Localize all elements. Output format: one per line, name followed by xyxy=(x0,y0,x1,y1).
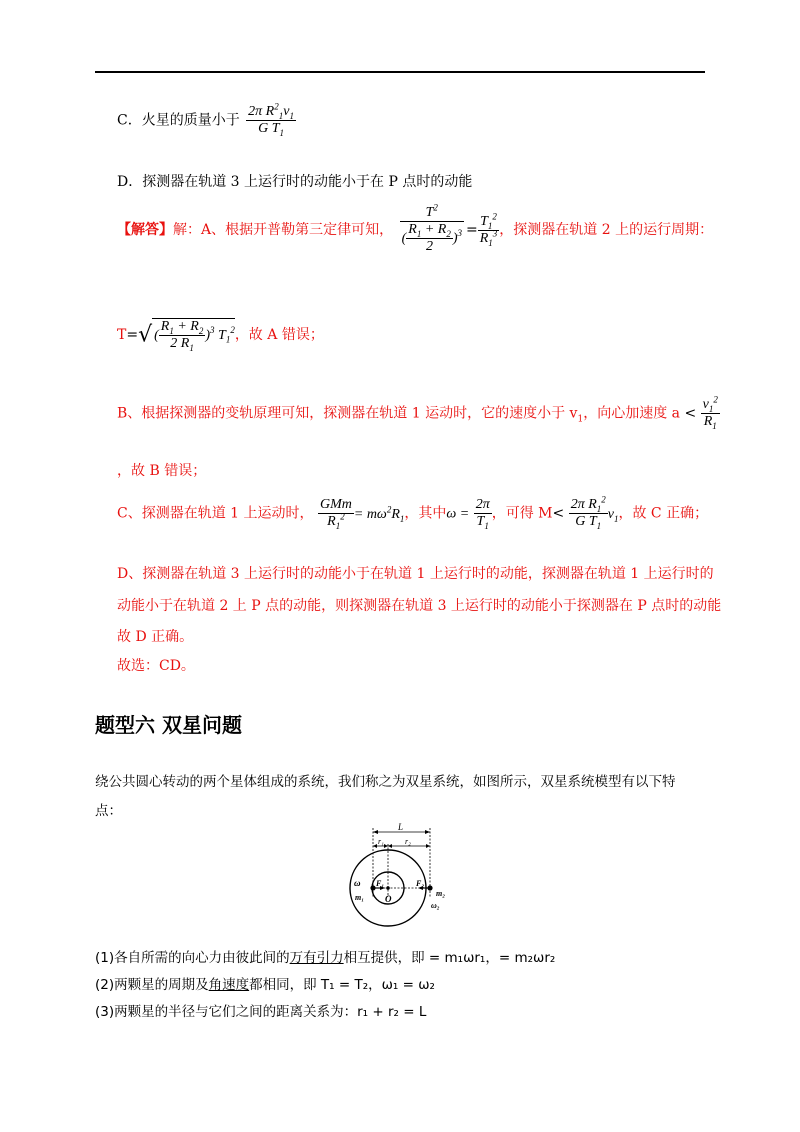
kepler-fraction-right: $\frac{T_1^2}{R_1^3}$ xyxy=(479,210,498,248)
c-gravity-fraction: $\frac{\text{GMm}}{R_1^2}$ xyxy=(319,497,352,531)
c-omega-fraction: $\frac{2\pi}{T_1}$ xyxy=(475,497,490,531)
b-fraction: $\frac{v_1^2}{R_1}$ xyxy=(702,394,718,431)
answer-intro: 【解答】解：A、根据开普勒第三定律可知， $T^2$ ( $\frac{R_1 + R_2}{2}$ )$^3$ = $\frac{T_1^2}{R_1^3}$ ，探测器在轨道 2 上的运行周期： xyxy=(117,202,714,255)
t-formula-radicand: ( $\frac{R_1 + R_2}{2 R_1}$ )$^3$ $T_1^2$ xyxy=(154,319,235,353)
answer-b-tail: ，故 B 错误； xyxy=(117,463,207,479)
label-L: L xyxy=(398,822,404,832)
section-intro-line1: 绕公共圆心转动的两个星体组成的系统，我们称之为双星系统，如图所示，双星系统模型有以下特 xyxy=(95,774,676,790)
c-mass-fraction: $\frac{2\pi R_1^2}{G T_1}$ xyxy=(570,494,606,531)
option-d: D．探测器在轨道 3 上运行时的动能小于在 P 点时的动能 xyxy=(117,174,473,190)
label-omega: ω xyxy=(354,878,361,888)
option-c xyxy=(117,101,296,138)
option-c-fraction: $\frac{2\pi R^2_1v_1}{G T_1}$ xyxy=(248,101,294,138)
label-F2: F₂ xyxy=(416,879,425,888)
point-3: (3)两颗星的半径与它们之间的距离关系为：r₁ + r₂ = L xyxy=(95,1004,427,1020)
point-1: (1)各自所需的向心力由彼此间的万有引力相互提供，即 = m₁ωr₁，= m₂ωr₂ xyxy=(95,950,556,966)
answer-d-line1: D、探测器在轨道 3 上运行时的动能小于在轨道 1 上运行时的动能，探测器在轨道 1 上运行时的 xyxy=(117,566,714,582)
answer-c-line: C、探测器在轨道 1 上运动时， $\frac{\text{GMm}}{R_1^2}$ = $m\omega^2R_1$，其中ω = $\frac{2\pi}{T_1}$ ，可得 M< $\frac{2\pi R_1^2}{G T_1}$ $v_1$，故 C 正确； xyxy=(117,494,709,531)
label-r1: r₁ xyxy=(378,837,384,846)
answer-d-line3: 故 D 正确。 xyxy=(117,629,194,645)
label-m1: m₁ xyxy=(355,893,365,902)
answer-choice: 故选：CD。 xyxy=(117,658,195,674)
label-F1: F₁ xyxy=(376,879,385,888)
option-c-label: C．火星的质量小于 xyxy=(117,112,240,129)
answer-intro-text: 解：A、根据开普勒第三定律可知， xyxy=(173,222,394,239)
answer-b-line: B、根据探测器的变轨原理可知，探测器在轨道 1 运动时，它的速度小于 $v_1$，向心加速度 a < $\frac{v_1^2}{R_1}$ xyxy=(117,394,718,431)
section-heading: 题型六 双星问题 xyxy=(95,713,242,737)
header-rule xyxy=(95,71,705,73)
point-2: (2)两颗星的周期及角速度都相同，即 T₁ = T₂，ω₁ = ω₂ xyxy=(95,977,435,993)
label-m2: m₂ xyxy=(436,889,446,898)
kepler-fraction-left: $T^2$ ( $\frac{R_1 + R_2}{2}$ )$^3$ xyxy=(401,202,462,255)
t-formula-line: T=√ ( $\frac{R_1 + R_2}{2 R_1}$ )$^3$ $T_1^2$，故 A 错误； xyxy=(117,319,324,353)
label-r2: r₂ xyxy=(405,837,411,846)
answer-intro-after: ，探测器在轨道 2 上的运行周期： xyxy=(499,222,714,239)
section-intro-line2: 点： xyxy=(95,803,122,819)
label-O: O xyxy=(385,894,392,904)
answer-tag: 【解答】 xyxy=(117,222,173,239)
label-omega2: ω₂ xyxy=(431,901,440,910)
answer-d-line2: 动能小于在轨道 2 上 P 点的动能，则探测器在轨道 3 上运行时的动能小于探测器在 P 点时的动能 xyxy=(117,598,722,614)
t-formula-after: ，故 A 错误； xyxy=(234,327,324,344)
binary-star-figure xyxy=(343,822,478,934)
